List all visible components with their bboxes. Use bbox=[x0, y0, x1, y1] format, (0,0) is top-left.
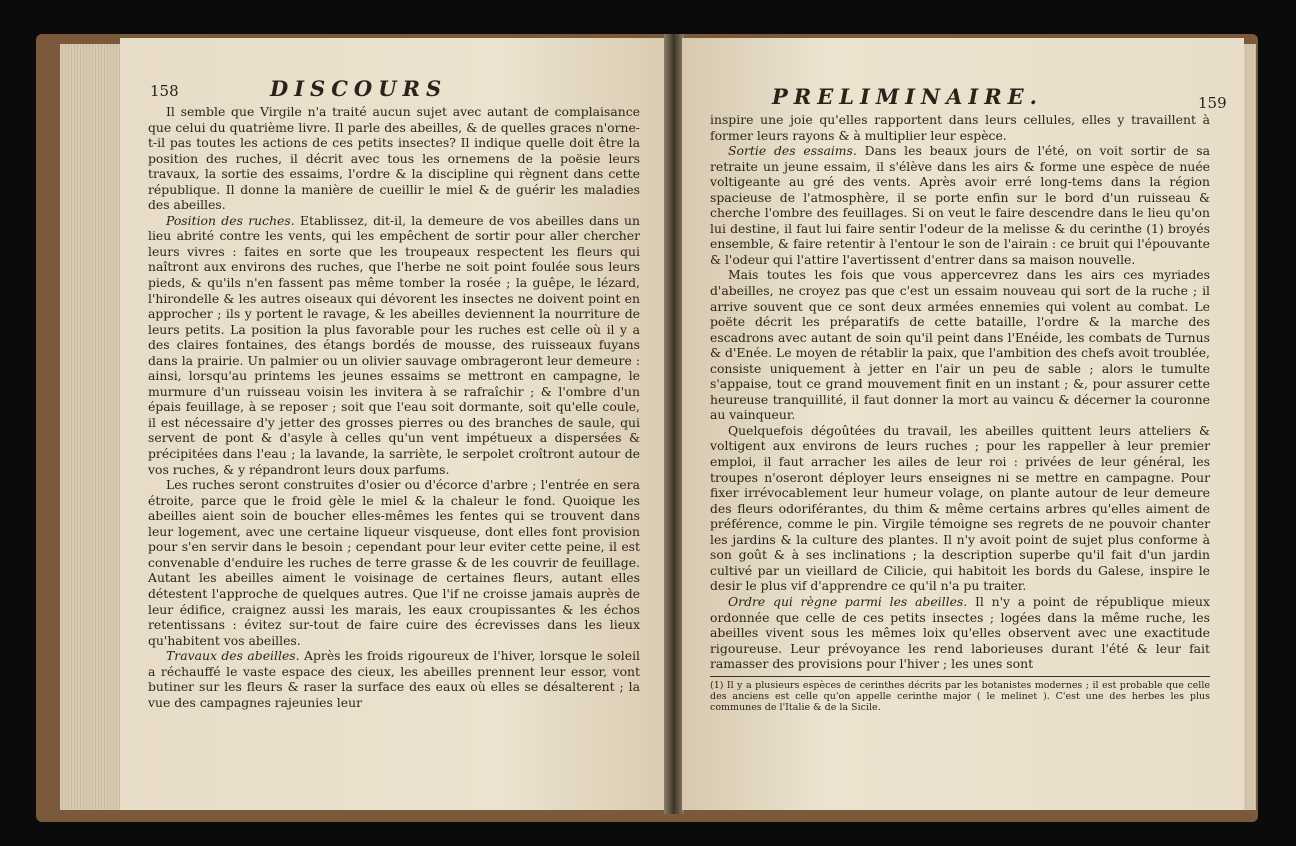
left-page bbox=[120, 38, 666, 810]
page-number-right: 159 bbox=[1198, 94, 1227, 112]
page-edges-left bbox=[60, 44, 120, 810]
book-spine bbox=[664, 34, 684, 814]
running-title-left: DISCOURS bbox=[270, 76, 448, 101]
paragraph-text: Il n'y a point de république mieux ordonnée que celle de ces petits insectes ; logées dans la même ruche, les abeilles vivent sous les mêmes loix qu'elles observent avec une exactitude rigoureuse. Leur prévoyance les rend laborieuses durant l'été & leur fait ramasser des provisions pour l'hiver ; les unes sont bbox=[710, 593, 1211, 672]
paragraph-heading: Position des ruches. bbox=[166, 212, 295, 228]
paragraph bbox=[710, 143, 1210, 267]
paragraph-heading: Sortie des essaims. bbox=[728, 143, 857, 159]
page-number-left: 158 bbox=[150, 82, 179, 100]
paragraph-text: Après les froids rigoureux de l'hiver, lorsque le soleil a réchauffé le vaste espace des cieux, les abeilles prennent leur essor, vont butiner sur les fleurs & raser la surface des eaux où elles se désalterent ; la vue des campagnes rajeunies leur bbox=[148, 648, 640, 710]
running-title-right: PRELIMINAIRE. bbox=[772, 84, 1043, 109]
paragraph-text: Etablissez, dit-il, la demeure de vos abeilles dans un lieu abrité contre les vents, qui les empêchent de sortir pour aller chercher leurs vivres : faites en sorte que les troupeaux respectent les fleurs qui naîtront aux environs des ruches, que l'herbe ne soit point foulée sous leurs pieds, & qu'ils n'en fassent pas même tomber la rosée ; la guêpe, le lézard, l'hirondelle & les autres oiseaux qui dévorent les insectes ne doivent point en approcher ; ils y portent le ravage, & les abeilles deviennent la nourriture de leurs petits. La position la plus favorable pour les ruches est celle où il y a des claires fontaines, des étangs bordés de mousse, des ruisseaux fuyans dans la prairie. Un palmier ou un olivier sauvage ombrageront leur demeure : ainsi, lorsqu'au printems les jeunes essaims se mettront en campagne, le murmure d'un ruisseau voisin les invitera à se rafraîchir ; & l'ombre d'un épais feuillage, à se reposer ; soit que l'eau soit dormante, soit qu'elle coule, il est nécessaire d'y jetter des grosses pierres ou des branches de saule, qui servent de pont & d'asyle à celles qu'un vent impétueux a dispersées & précipitées dans l'eau ; la lavande, la sarriète, le serpolet croîtront autour de vos ruches, & y répandront leurs doux parfums. bbox=[148, 212, 640, 477]
paragraph bbox=[148, 213, 640, 477]
footnote-rule bbox=[710, 676, 1210, 677]
paragraph bbox=[148, 104, 640, 213]
right-page bbox=[682, 38, 1244, 810]
left-body-text bbox=[148, 104, 640, 710]
paragraph-text: inspire une joie qu'elles rapportent dans leurs cellules, elles y travaillent à former leurs rayons & à multiplier leur espèce. bbox=[710, 112, 1210, 143]
footnote: (1) Il y a plusieurs espèces de cerinthes décrits par les botanistes modernes ; il est probable que celle des anciens est celle qu'on appelle cerinthe major ( le melinet ). C'est une des herbes les plus communes de l'Italie & de la Sicile. bbox=[710, 680, 1210, 713]
right-body-text bbox=[710, 112, 1210, 672]
paragraph-text: Quelquefois dégoûtées du travail, les abeilles quittent leurs atteliers & voltigent aux environs de leurs ruches ; pour les rappeller à leur premier emploi, il faut arracher les ailes de leur roi : privées de leur général, les troupes n'oseront déployer leurs enseignes ni se mettre en campagne. Pour fixer irrévocablement leur humeur volage, on plante autour de leur demeure des fleurs odoriférantes, du thim & même certains arbres qu'elles aiment de préférence, comme le pin. Virgile témoigne ses regrets de ne pouvoir chanter les jardins & la culture des plantes. Il n'y avoit point de sujet plus conforme à son goût & à ses inclinations ; la description superbe qu'il fait d'un jardin cultivé par un vieillard de Cilicie, qui habitoit les bords du Galese, inspire le desir le plus vif d'apprendre ce qu'il n'a pu traiter. bbox=[710, 422, 1210, 594]
paragraph bbox=[710, 267, 1210, 422]
paragraph bbox=[710, 594, 1210, 672]
paragraph-heading: Ordre qui règne parmi les abeilles. bbox=[728, 593, 968, 609]
paragraph bbox=[710, 112, 1210, 143]
paragraph-text: Dans les beaux jours de l'été, on voit sortir de sa retraite un jeune essaim, il s'élève dans les airs & forme une espèce de nuée voltigeante au gré des vents. Après avoir erré long-tems dans la région spacieuse de l'atmosphère, il se porte enfin sur le bord d'un ruisseau & cherche l'ombre des feuillages. Si on veut le faire descendre dans le lieu qu'on lui destine, il faut lui faire sentir l'odeur de la melisse & du cerinthe (1) broyés ensemble, & faire retentir à l'entour le son de l'airain : ce bruit qui l'épouvante & l'odeur qui l'attire l'avertissent d'entrer dans sa maison nouvelle. bbox=[710, 143, 1211, 267]
paragraph-heading: Travaux des abeilles. bbox=[166, 648, 300, 664]
paragraph-text: Les ruches seront construites d'osier ou d'écorce d'arbre ; l'entrée en sera étroite, parce que le froid gèle le miel & la chaleur le fond. Quoique les abeilles aient soin de boucher elles-mêmes les fentes qui se trouvent dans leur logement, avec une certaine liqueur visqueuse, dont elles font provision pour s'en servir dans le besoin ; cependant pour leur eviter cette peine, il est convenable d'enduire les ruches de terre grasse & de les couvrir de feuillage. Autant les abeilles aiment le voisinage de certaines fleurs, autant elles détestent l'approche de quelques autres. Que l'if ne croisse jamais auprès de leur édifice, craignez aussi les marais, les eaux croupissantes & les échos retentissans : évitez sur-tout de faire cuire des écrevisses dans les lieux qu'habitent vos abeilles. bbox=[148, 477, 640, 648]
paragraph bbox=[148, 648, 640, 710]
paragraph bbox=[710, 423, 1210, 594]
page-edges-right bbox=[1244, 44, 1256, 810]
paragraph-text: Mais toutes les fois que vous appercevrez dans les airs ces myriades d'abeilles, ne croyez pas que c'est un essaim nouveau qui sort de la ruche ; il arrive souvent que ce sont deux armées ennemies qui volent au combat. Le poëte décrit les préparatifs de cette bataille, l'ordre & la marche des escadrons avec autant de soin qu'il peint dans l'Enéide, les combats de Turnus & d'Enée. Le moyen de rétablir la paix, que l'ambition des chefs avoit troublée, consiste uniquement à jetter en l'air un peu de sable ; alors le tumulte s'appaise, tout ce grand mouvement finit en un instant ; &, pour assurer cette heureuse tranquillité, il faut donner la mort au vaincu & décerner la couronne au vainqueur. bbox=[710, 267, 1210, 423]
paragraph-text: Il semble que Virgile n'a traité aucun sujet avec autant de complaisance que celui du quatrième livre. Il parle des abeilles, & de quelles graces n'orne-t-il pas toutes les actions de ces petits insectes? Il indique quelle doit être la position des ruches, il décrit avec tous les ornemens de la poësie leurs travaux, la sortie des essaims, l'ordre & la discipline qui règnent dans cette république. Il donne la manière de cueillir le miel & de guérir les maladies des abeilles. bbox=[148, 104, 640, 213]
paragraph bbox=[148, 477, 640, 648]
